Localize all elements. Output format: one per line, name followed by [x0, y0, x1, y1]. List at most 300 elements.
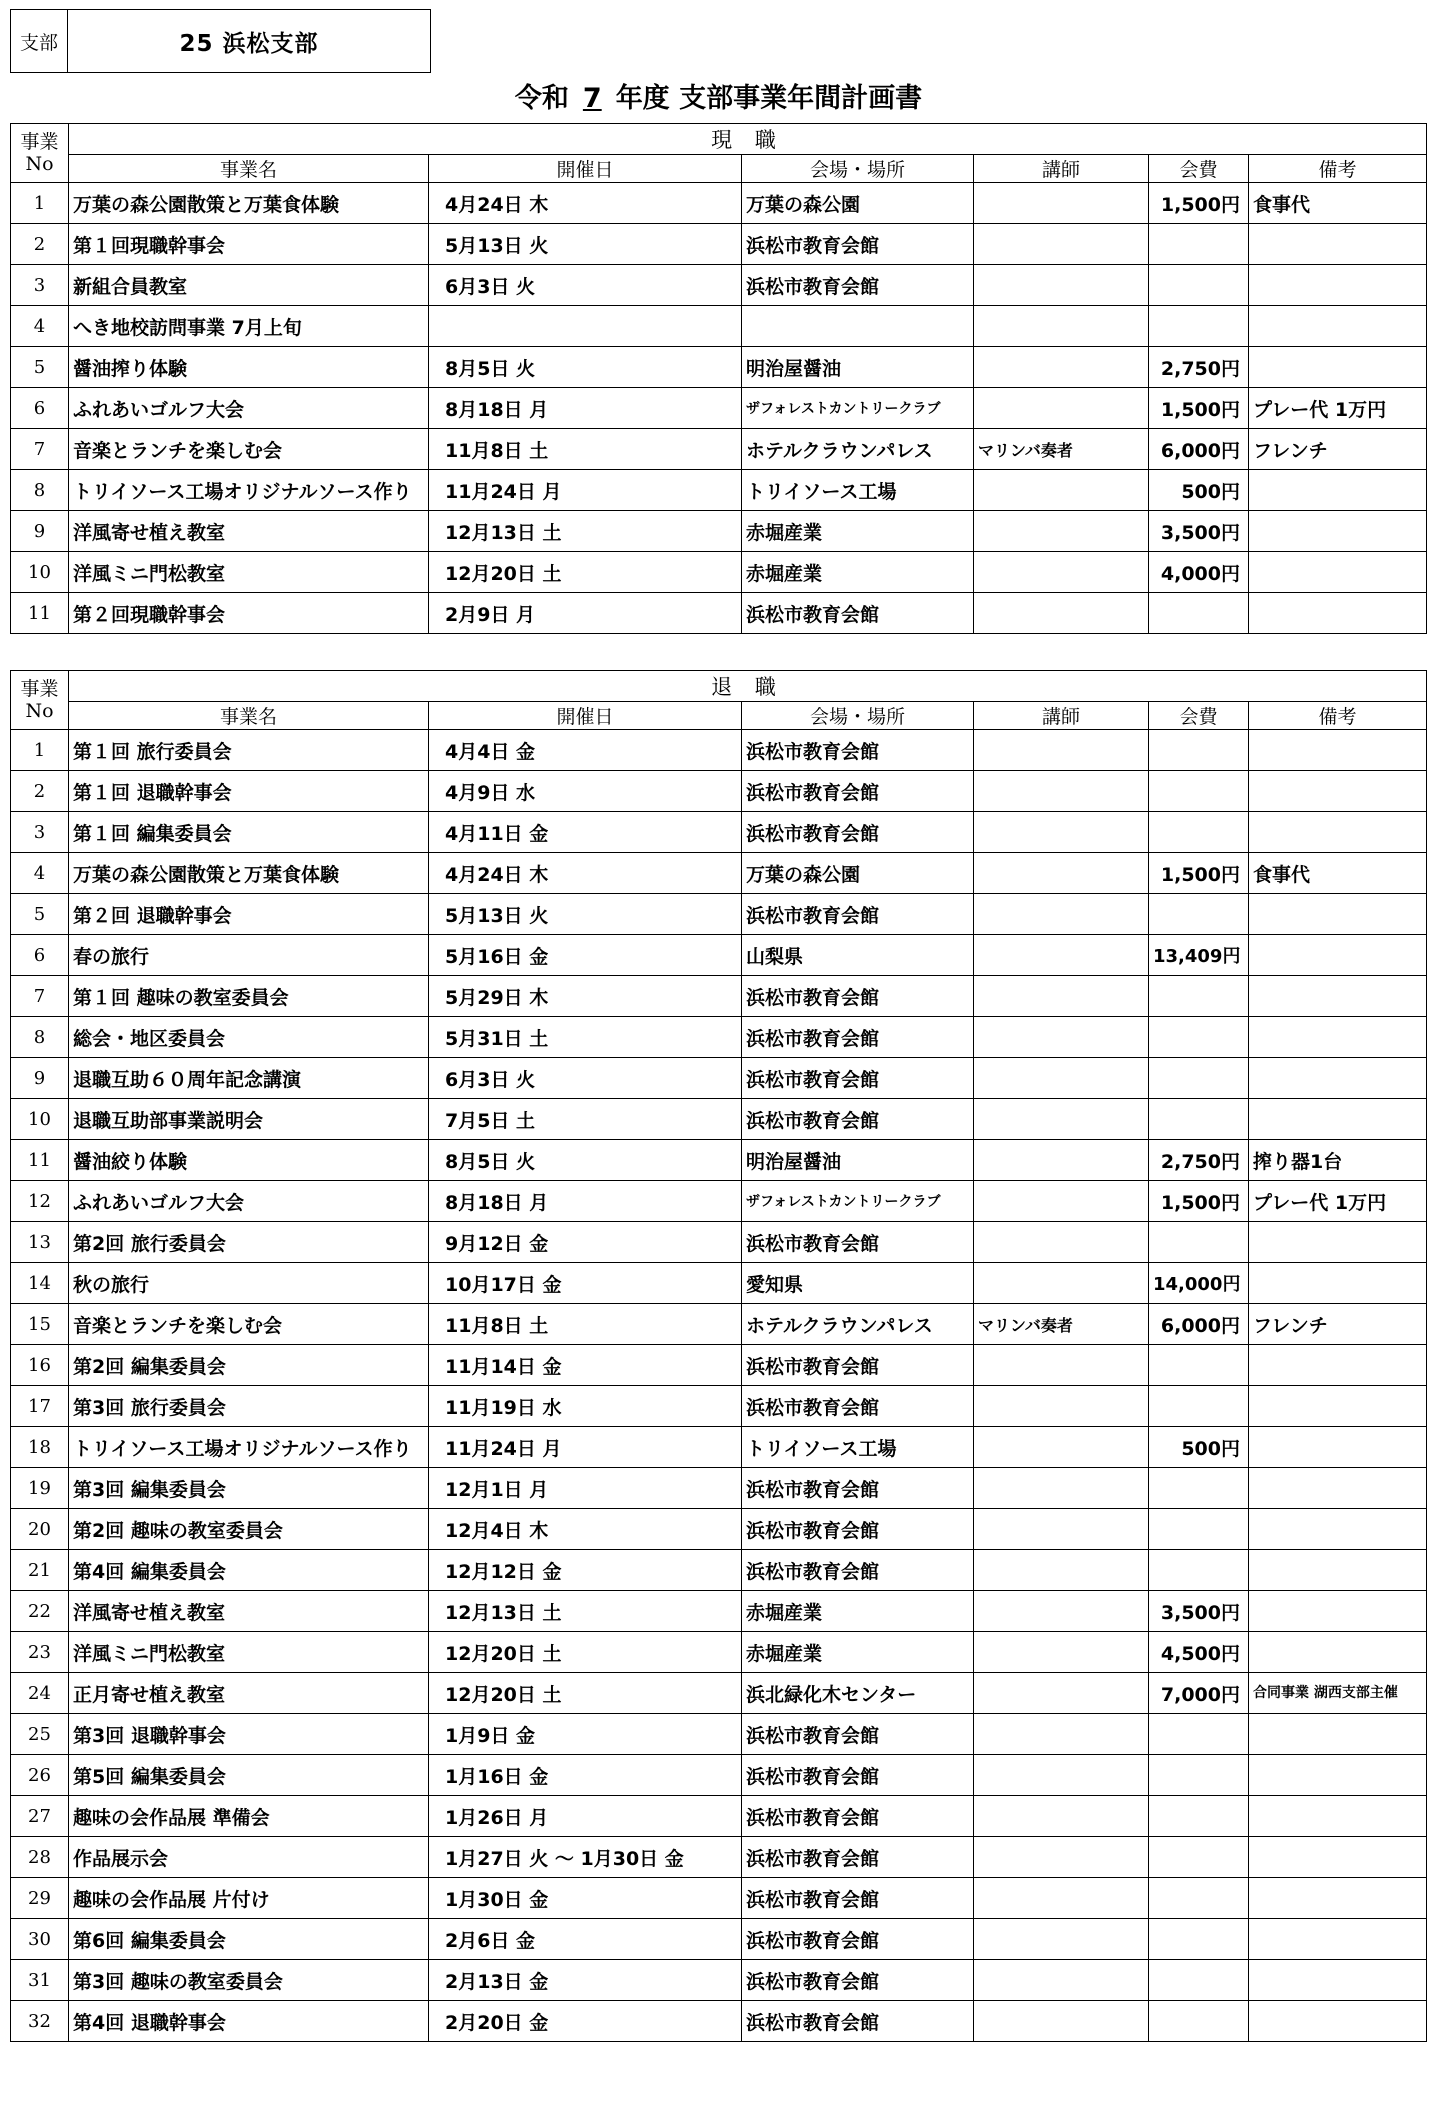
event-fee [1149, 1058, 1249, 1099]
event-venue: 浜松市教育会館 [742, 2001, 974, 2042]
event-name: 秋の旅行 [69, 1263, 429, 1304]
event-note [1249, 347, 1427, 388]
event-date: 5月13日 火 [429, 224, 742, 265]
event-fee: 3,500円 [1149, 1591, 1249, 1632]
event-date: 8月18日 月 [429, 388, 742, 429]
row-number: 26 [11, 1755, 69, 1796]
event-lecturer [974, 1427, 1149, 1468]
table-row [11, 429, 1427, 470]
row-number: 31 [11, 1960, 69, 2001]
event-venue: 赤堀産業 [742, 552, 974, 593]
event-fee: 6,000円 [1149, 429, 1249, 470]
event-venue: 赤堀産業 [742, 1632, 974, 1673]
retired-table [10, 670, 1427, 2042]
event-venue: 浜松市教育会館 [742, 1017, 974, 1058]
event-fee: 4,500円 [1149, 1632, 1249, 1673]
table-row [11, 1222, 1427, 1263]
jigyo-no-header: 事業 No [11, 124, 69, 183]
event-note [1249, 265, 1427, 306]
event-fee: 2,750円 [1149, 1140, 1249, 1181]
event-date: 8月5日 火 [429, 1140, 742, 1181]
section-title-active: 現 職 [69, 124, 1427, 155]
event-fee [1149, 306, 1249, 347]
event-venue: 浜松市教育会館 [742, 265, 974, 306]
event-lecturer [974, 347, 1149, 388]
event-venue: 浜松市教育会館 [742, 1222, 974, 1263]
event-name: 正月寄せ植え教室 [69, 1673, 429, 1714]
event-name: 総会・地区委員会 [69, 1017, 429, 1058]
event-name: 退職互助６０周年記念講演 [69, 1058, 429, 1099]
row-number: 2 [11, 224, 69, 265]
row-number: 20 [11, 1509, 69, 1550]
event-venue: 山梨県 [742, 935, 974, 976]
table-row [11, 853, 1427, 894]
event-date: 11月8日 土 [429, 429, 742, 470]
event-fee [1149, 1099, 1249, 1140]
event-lecturer [974, 1181, 1149, 1222]
active-table [10, 123, 1427, 634]
event-note [1249, 1099, 1427, 1140]
event-date: 2月13日 金 [429, 1960, 742, 2001]
event-fee [1149, 1386, 1249, 1427]
event-lecturer [974, 1509, 1149, 1550]
event-name: 第2回 編集委員会 [69, 1345, 429, 1386]
event-name: へき地校訪問事業 7月上旬 [69, 306, 429, 347]
table-row [11, 593, 1427, 634]
event-lecturer [974, 511, 1149, 552]
event-date: 1月26日 月 [429, 1796, 742, 1837]
event-name: 春の旅行 [69, 935, 429, 976]
event-fee: 3,500円 [1149, 511, 1249, 552]
event-venue: トリイソース工場 [742, 470, 974, 511]
col-header-lecturer: 講師 [974, 702, 1149, 730]
col-header-name: 事業名 [69, 155, 429, 183]
event-date: 11月24日 月 [429, 470, 742, 511]
event-lecturer [974, 1714, 1149, 1755]
event-note [1249, 1509, 1427, 1550]
row-number: 6 [11, 935, 69, 976]
event-venue: 万葉の森公園 [742, 853, 974, 894]
event-venue: 浜松市教育会館 [742, 1837, 974, 1878]
event-venue: 浜松市教育会館 [742, 1509, 974, 1550]
event-fee: 13,409円 [1149, 935, 1249, 976]
event-lecturer [974, 1673, 1149, 1714]
event-name: トリイソース工場オリジナルソース作り [69, 1427, 429, 1468]
event-fee [1149, 1878, 1249, 1919]
table-row [11, 1796, 1427, 1837]
table-row [11, 1550, 1427, 1591]
event-name: 洋風寄せ植え教室 [69, 1591, 429, 1632]
table-row [11, 470, 1427, 511]
event-venue: 浜松市教育会館 [742, 1386, 974, 1427]
table-row [11, 1263, 1427, 1304]
title-text: 年度 支部事業年間計画書 [615, 83, 923, 114]
event-lecturer [974, 306, 1149, 347]
row-number: 18 [11, 1427, 69, 1468]
table-row [11, 1140, 1427, 1181]
event-lecturer: マリンバ奏者 [974, 429, 1149, 470]
row-number: 19 [11, 1468, 69, 1509]
event-lecturer [974, 1591, 1149, 1632]
event-name: 趣味の会作品展 片付け [69, 1878, 429, 1919]
table-row [11, 1058, 1427, 1099]
event-date: 5月29日 木 [429, 976, 742, 1017]
event-date: 6月3日 火 [429, 1058, 742, 1099]
row-number: 5 [11, 347, 69, 388]
event-venue: 浜北緑化木センター [742, 1673, 974, 1714]
event-lecturer [974, 1796, 1149, 1837]
event-venue: 浜松市教育会館 [742, 812, 974, 853]
event-note [1249, 470, 1427, 511]
event-name: 洋風寄せ植え教室 [69, 511, 429, 552]
event-name: ふれあいゴルフ大会 [69, 1181, 429, 1222]
event-date: 5月13日 火 [429, 894, 742, 935]
event-lecturer [974, 1960, 1149, 2001]
event-name: 第6回 編集委員会 [69, 1919, 429, 1960]
event-lecturer [974, 1222, 1149, 1263]
event-fee: 14,000円 [1149, 1263, 1249, 1304]
event-fee [1149, 812, 1249, 853]
table-row [11, 1181, 1427, 1222]
event-lecturer [974, 1878, 1149, 1919]
row-number: 7 [11, 976, 69, 1017]
title-era: 令和 [514, 83, 569, 114]
event-name: 第3回 趣味の教室委員会 [69, 1960, 429, 2001]
event-note [1249, 1960, 1427, 2001]
col-header-date: 開催日 [429, 155, 742, 183]
event-note: フレンチ [1249, 1304, 1427, 1345]
row-number: 29 [11, 1878, 69, 1919]
event-date: 4月9日 水 [429, 771, 742, 812]
event-venue: 浜松市教育会館 [742, 1345, 974, 1386]
row-number: 21 [11, 1550, 69, 1591]
event-fee [1149, 1017, 1249, 1058]
event-note [1249, 1263, 1427, 1304]
event-note [1249, 1755, 1427, 1796]
row-number: 4 [11, 306, 69, 347]
event-date: 8月5日 火 [429, 347, 742, 388]
row-number: 13 [11, 1222, 69, 1263]
event-name: 万葉の森公園散策と万葉食体験 [69, 183, 429, 224]
event-lecturer [974, 1755, 1149, 1796]
table-row [11, 306, 1427, 347]
event-fee [1149, 1960, 1249, 2001]
event-date: 5月31日 土 [429, 1017, 742, 1058]
event-note [1249, 1386, 1427, 1427]
event-venue: 浜松市教育会館 [742, 224, 974, 265]
event-note [1249, 1345, 1427, 1386]
event-date: 4月11日 金 [429, 812, 742, 853]
row-number: 7 [11, 429, 69, 470]
table-row [11, 894, 1427, 935]
event-fee [1149, 1550, 1249, 1591]
event-name: 第１回 退職幹事会 [69, 771, 429, 812]
event-venue: 浜松市教育会館 [742, 976, 974, 1017]
table-row [11, 1345, 1427, 1386]
event-name: 第１回 編集委員会 [69, 812, 429, 853]
event-note [1249, 976, 1427, 1017]
table-row [11, 730, 1427, 771]
event-fee [1149, 1755, 1249, 1796]
event-venue: 浜松市教育会館 [742, 894, 974, 935]
event-lecturer [974, 1140, 1149, 1181]
col-header-fee: 会費 [1149, 155, 1249, 183]
event-note [1249, 1714, 1427, 1755]
event-date: 12月12日 金 [429, 1550, 742, 1591]
event-name: ふれあいゴルフ大会 [69, 388, 429, 429]
event-name: 第4回 退職幹事会 [69, 2001, 429, 2042]
event-note [1249, 552, 1427, 593]
table-row [11, 224, 1427, 265]
col-header-note: 備考 [1249, 155, 1427, 183]
event-name: 第２回現職幹事会 [69, 593, 429, 634]
event-name: 第１回現職幹事会 [69, 224, 429, 265]
row-number: 14 [11, 1263, 69, 1304]
event-lecturer [974, 853, 1149, 894]
event-name: 第3回 編集委員会 [69, 1468, 429, 1509]
table-row [11, 1591, 1427, 1632]
event-venue [742, 306, 974, 347]
event-lecturer [974, 593, 1149, 634]
table-row [11, 1099, 1427, 1140]
table-row [11, 812, 1427, 853]
event-fee: 500円 [1149, 1427, 1249, 1468]
event-date: 2月20日 金 [429, 2001, 742, 2042]
event-lecturer [974, 935, 1149, 976]
event-note: プレー代 1万円 [1249, 388, 1427, 429]
row-number: 9 [11, 511, 69, 552]
event-fee [1149, 1796, 1249, 1837]
event-note [1249, 1222, 1427, 1263]
col-header-venue: 会場・場所 [742, 155, 974, 183]
branch-name: 25 浜松支部 [179, 30, 319, 57]
event-name: 第4回 編集委員会 [69, 1550, 429, 1591]
table-row [11, 1919, 1427, 1960]
row-number: 3 [11, 812, 69, 853]
table-row [11, 1878, 1427, 1919]
event-note [1249, 1017, 1427, 1058]
event-venue: ホテルクラウンパレス [742, 1304, 974, 1345]
event-note [1249, 894, 1427, 935]
table-row [11, 1509, 1427, 1550]
row-number: 32 [11, 2001, 69, 2042]
jigyo-no-header: 事業 No [11, 671, 69, 730]
table-row [11, 1427, 1427, 1468]
event-date: 2月9日 月 [429, 593, 742, 634]
event-lecturer [974, 1017, 1149, 1058]
event-lecturer [974, 183, 1149, 224]
event-fee [1149, 1345, 1249, 1386]
event-date: 1月16日 金 [429, 1755, 742, 1796]
event-note [1249, 1919, 1427, 1960]
table-row [11, 976, 1427, 1017]
event-venue: 浜松市教育会館 [742, 1468, 974, 1509]
table-row [11, 347, 1427, 388]
event-date: 4月24日 木 [429, 853, 742, 894]
event-fee [1149, 2001, 1249, 2042]
row-number: 8 [11, 1017, 69, 1058]
event-fee [1149, 1468, 1249, 1509]
event-name: 新組合員教室 [69, 265, 429, 306]
row-number: 3 [11, 265, 69, 306]
table-row [11, 511, 1427, 552]
event-name: トリイソース工場オリジナルソース作り [69, 470, 429, 511]
event-note [1249, 771, 1427, 812]
table-row [11, 1017, 1427, 1058]
event-date: 10月17日 金 [429, 1263, 742, 1304]
table-row [11, 935, 1427, 976]
event-lecturer [974, 1058, 1149, 1099]
table-row [11, 1386, 1427, 1427]
event-venue: 浜松市教育会館 [742, 1058, 974, 1099]
event-name: 第2回 趣味の教室委員会 [69, 1509, 429, 1550]
event-date: 12月13日 土 [429, 511, 742, 552]
event-fee [1149, 730, 1249, 771]
event-venue: 浜松市教育会館 [742, 771, 974, 812]
event-note: プレー代 1万円 [1249, 1181, 1427, 1222]
row-number: 22 [11, 1591, 69, 1632]
row-number: 16 [11, 1345, 69, 1386]
row-number: 23 [11, 1632, 69, 1673]
row-number: 1 [11, 730, 69, 771]
event-name: 第１回 趣味の教室委員会 [69, 976, 429, 1017]
event-name: 第3回 旅行委員会 [69, 1386, 429, 1427]
event-venue: 愛知県 [742, 1263, 974, 1304]
event-note [1249, 1632, 1427, 1673]
event-venue: 浜松市教育会館 [742, 1919, 974, 1960]
event-lecturer [974, 2001, 1149, 2042]
event-venue: 赤堀産業 [742, 511, 974, 552]
col-header-lecturer: 講師 [974, 155, 1149, 183]
table-row [11, 552, 1427, 593]
row-number: 12 [11, 1181, 69, 1222]
event-date: 11月19日 水 [429, 1386, 742, 1427]
row-number: 6 [11, 388, 69, 429]
row-number: 17 [11, 1386, 69, 1427]
event-date: 5月16日 金 [429, 935, 742, 976]
event-name: 洋風ミニ門松教室 [69, 552, 429, 593]
table-row [11, 1632, 1427, 1673]
event-fee [1149, 976, 1249, 1017]
event-name: 第5回 編集委員会 [69, 1755, 429, 1796]
event-venue: 浜松市教育会館 [742, 1714, 974, 1755]
table-row [11, 1714, 1427, 1755]
event-note [1249, 935, 1427, 976]
event-fee: 500円 [1149, 470, 1249, 511]
event-venue: 浜松市教育会館 [742, 1550, 974, 1591]
event-date: 9月12日 金 [429, 1222, 742, 1263]
event-lecturer [974, 1386, 1149, 1427]
event-venue: 浜松市教育会館 [742, 1878, 974, 1919]
row-number: 1 [11, 183, 69, 224]
event-date: 11月14日 金 [429, 1345, 742, 1386]
event-date: 11月24日 月 [429, 1427, 742, 1468]
event-fee [1149, 1509, 1249, 1550]
row-number: 10 [11, 552, 69, 593]
row-number: 4 [11, 853, 69, 894]
branch-label: 支部 [11, 10, 68, 72]
event-note: 食事代 [1249, 183, 1427, 224]
event-note [1249, 730, 1427, 771]
row-number: 28 [11, 1837, 69, 1878]
event-name: 醤油絞り体験 [69, 1140, 429, 1181]
col-header-note: 備考 [1249, 702, 1427, 730]
event-date: 1月9日 金 [429, 1714, 742, 1755]
event-lecturer [974, 1263, 1149, 1304]
row-number: 25 [11, 1714, 69, 1755]
event-venue: 明治屋醤油 [742, 347, 974, 388]
event-fee: 1,500円 [1149, 183, 1249, 224]
event-date [429, 306, 742, 347]
table-row [11, 2001, 1427, 2042]
event-note [1249, 1796, 1427, 1837]
event-note [1249, 306, 1427, 347]
event-venue: 浜松市教育会館 [742, 730, 974, 771]
event-name: 作品展示会 [69, 1837, 429, 1878]
table-row [11, 1304, 1427, 1345]
event-note [1249, 1058, 1427, 1099]
event-note [1249, 812, 1427, 853]
table-row [11, 183, 1427, 224]
event-note [1249, 2001, 1427, 2042]
event-note: 合同事業 湖西支部主催 [1249, 1673, 1427, 1714]
event-venue: 浜松市教育会館 [742, 593, 974, 634]
table-row [11, 771, 1427, 812]
event-venue: 赤堀産業 [742, 1591, 974, 1632]
table-row [11, 1468, 1427, 1509]
event-lecturer [974, 771, 1149, 812]
event-name: 洋風ミニ門松教室 [69, 1632, 429, 1673]
event-date: 2月6日 金 [429, 1919, 742, 1960]
event-fee: 6,000円 [1149, 1304, 1249, 1345]
event-lecturer [974, 265, 1149, 306]
branch-box [10, 9, 431, 73]
event-name: 第2回 旅行委員会 [69, 1222, 429, 1263]
event-note [1249, 1427, 1427, 1468]
event-lecturer [974, 730, 1149, 771]
row-number: 5 [11, 894, 69, 935]
row-number: 11 [11, 593, 69, 634]
col-header-venue: 会場・場所 [742, 702, 974, 730]
row-number: 15 [11, 1304, 69, 1345]
event-date: 12月4日 木 [429, 1509, 742, 1550]
event-lecturer [974, 224, 1149, 265]
event-fee [1149, 1714, 1249, 1755]
event-fee: 2,750円 [1149, 347, 1249, 388]
event-venue: 浜松市教育会館 [742, 1099, 974, 1140]
row-number: 10 [11, 1099, 69, 1140]
event-lecturer [974, 894, 1149, 935]
row-number: 11 [11, 1140, 69, 1181]
table-row [11, 1960, 1427, 2001]
event-date: 7月5日 土 [429, 1099, 742, 1140]
event-date: 8月18日 月 [429, 1181, 742, 1222]
event-fee [1149, 224, 1249, 265]
event-lecturer [974, 470, 1149, 511]
event-note [1249, 593, 1427, 634]
event-name: 第２回 退職幹事会 [69, 894, 429, 935]
event-fee [1149, 593, 1249, 634]
event-fee: 1,500円 [1149, 1181, 1249, 1222]
row-number: 8 [11, 470, 69, 511]
event-lecturer [974, 1837, 1149, 1878]
table-row [11, 1673, 1427, 1714]
event-date: 4月24日 木 [429, 183, 742, 224]
event-name: 退職互助部事業説明会 [69, 1099, 429, 1140]
event-date: 12月13日 土 [429, 1591, 742, 1632]
col-header-date: 開催日 [429, 702, 742, 730]
event-fee: 1,500円 [1149, 388, 1249, 429]
